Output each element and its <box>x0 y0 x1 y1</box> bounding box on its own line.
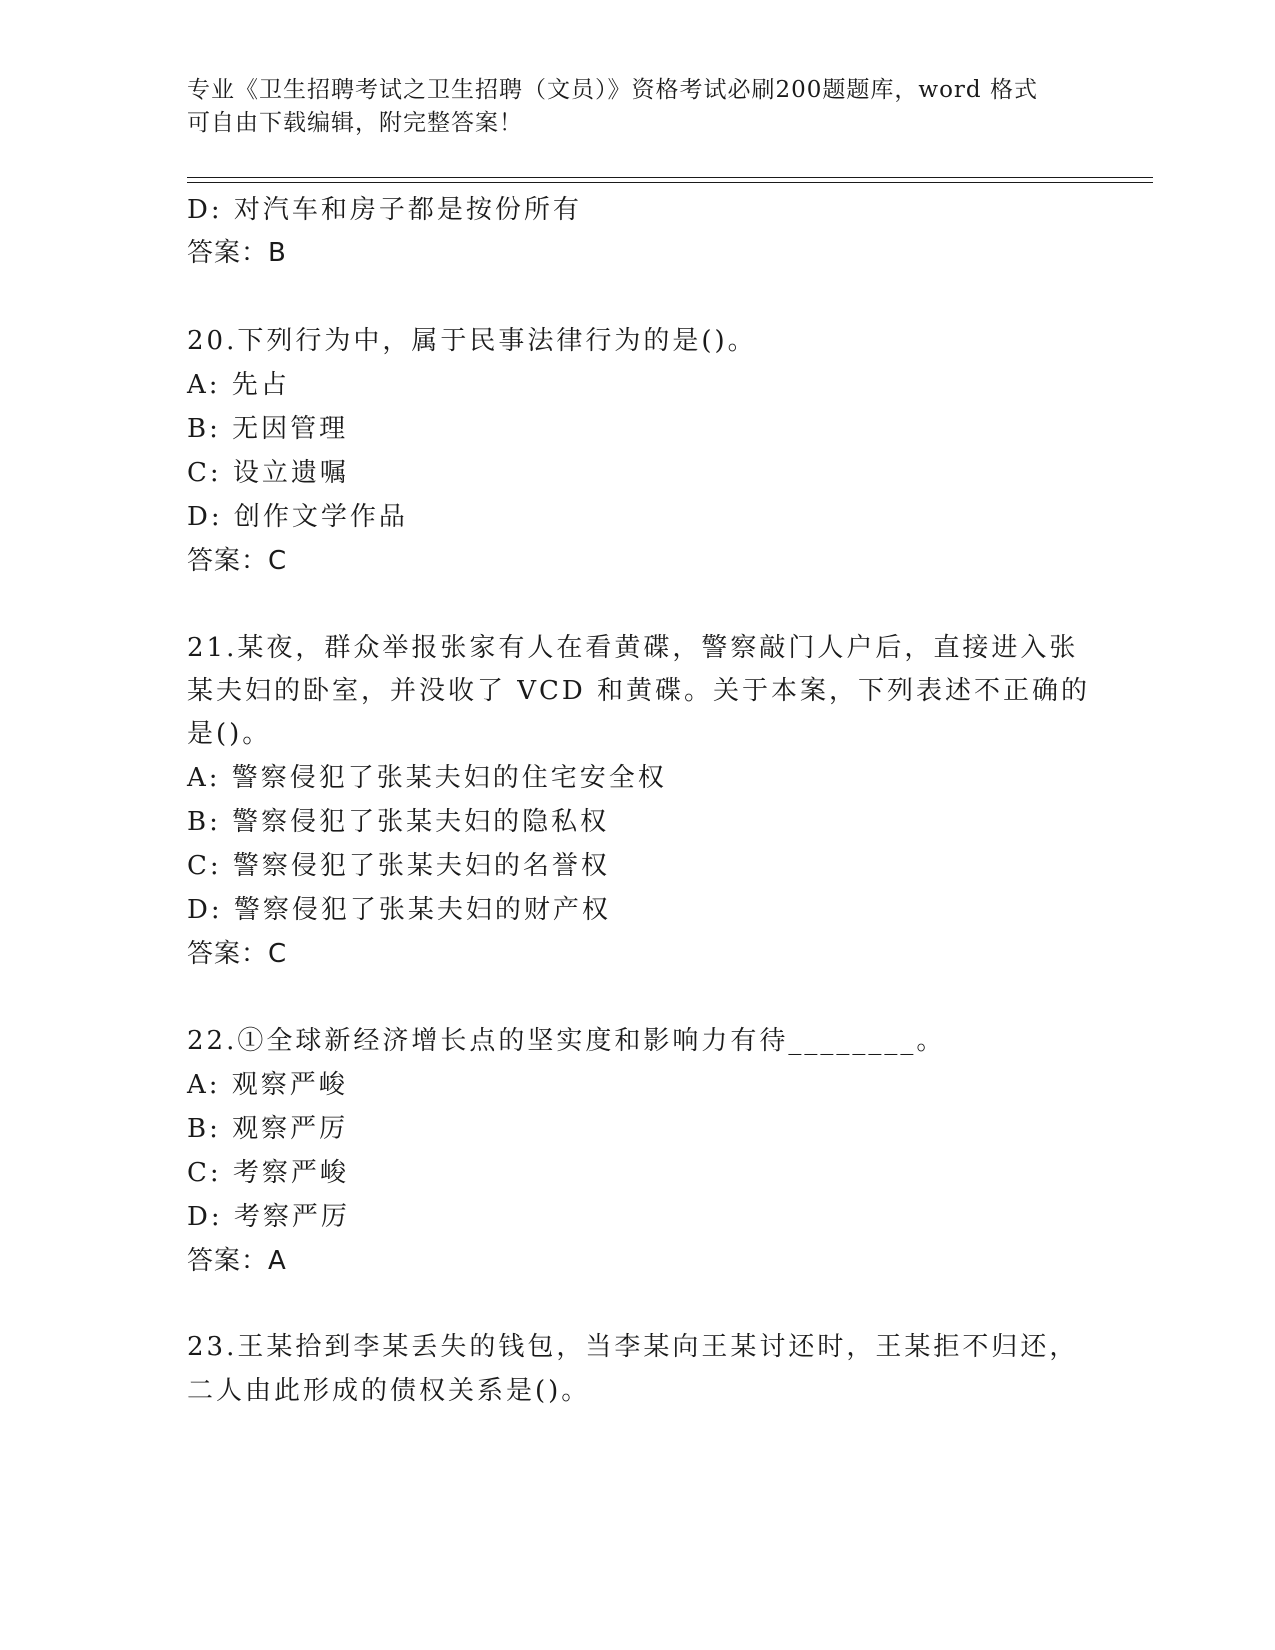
q21-option-b: B: 警察侵犯了张某夫妇的隐私权 <box>187 807 610 837</box>
q22-option-d: D: 考察严厉 <box>187 1202 350 1232</box>
q21-option-d: D: 警察侵犯了张某夫妇的财产权 <box>187 895 611 925</box>
prev-answer: 答案：B <box>187 238 287 268</box>
q20-option-b: B: 无因管理 <box>187 414 349 444</box>
q20-option-c: C: 设立遗嘱 <box>187 458 349 488</box>
q21-stem-line-1: 21.某夜，群众举报张家有人在看黄碟，警察敲门人户后，直接进入张 <box>187 633 1079 663</box>
prev-option-d: D: 对汽车和房子都是按份所有 <box>187 195 582 225</box>
document-header <box>187 74 1067 140</box>
q23-stem-line-1: 23.王某拾到李某丢失的钱包，当李某向王某讨还时，王某拒不归还， <box>187 1332 1079 1362</box>
q20-stem: 20.下列行为中，属于民事法律行为的是()。 <box>187 326 757 356</box>
q22-answer: 答案：A <box>187 1246 287 1276</box>
q21-option-c: C: 警察侵犯了张某夫妇的名誉权 <box>187 851 610 881</box>
q21-stem-line-2: 某夫妇的卧室，并没收了 VCD 和黄碟。关于本案，下列表述不正确的 <box>187 676 1091 706</box>
header-line-2: 可自由下载编辑，附完整答案！ <box>187 110 523 136</box>
q22-stem: 22.①全球新经济增长点的坚实度和影响力有待________。 <box>187 1026 946 1056</box>
q22-option-c: C: 考察严峻 <box>187 1158 349 1188</box>
header-line-1: 专业《卫生招聘考试之卫生招聘（文员）》资格考试必刷200题题库，word 格式 <box>187 77 1038 103</box>
header-divider-bottom <box>187 182 1153 183</box>
q21-option-a: A: 警察侵犯了张某夫妇的住宅安全权 <box>187 763 667 793</box>
q22-option-b: B: 观察严厉 <box>187 1114 349 1144</box>
q23-stem-line-2: 二人由此形成的债权关系是()。 <box>187 1376 591 1406</box>
q21-answer: 答案：C <box>187 939 288 969</box>
q21-stem-line-3: 是()。 <box>187 719 272 749</box>
q22-option-a: A: 观察严峻 <box>187 1070 348 1100</box>
header-divider-top <box>187 177 1153 178</box>
q20-option-a: A: 先占 <box>187 370 290 400</box>
q20-answer: 答案：C <box>187 546 288 576</box>
q20-option-d: D: 创作文学作品 <box>187 502 408 532</box>
